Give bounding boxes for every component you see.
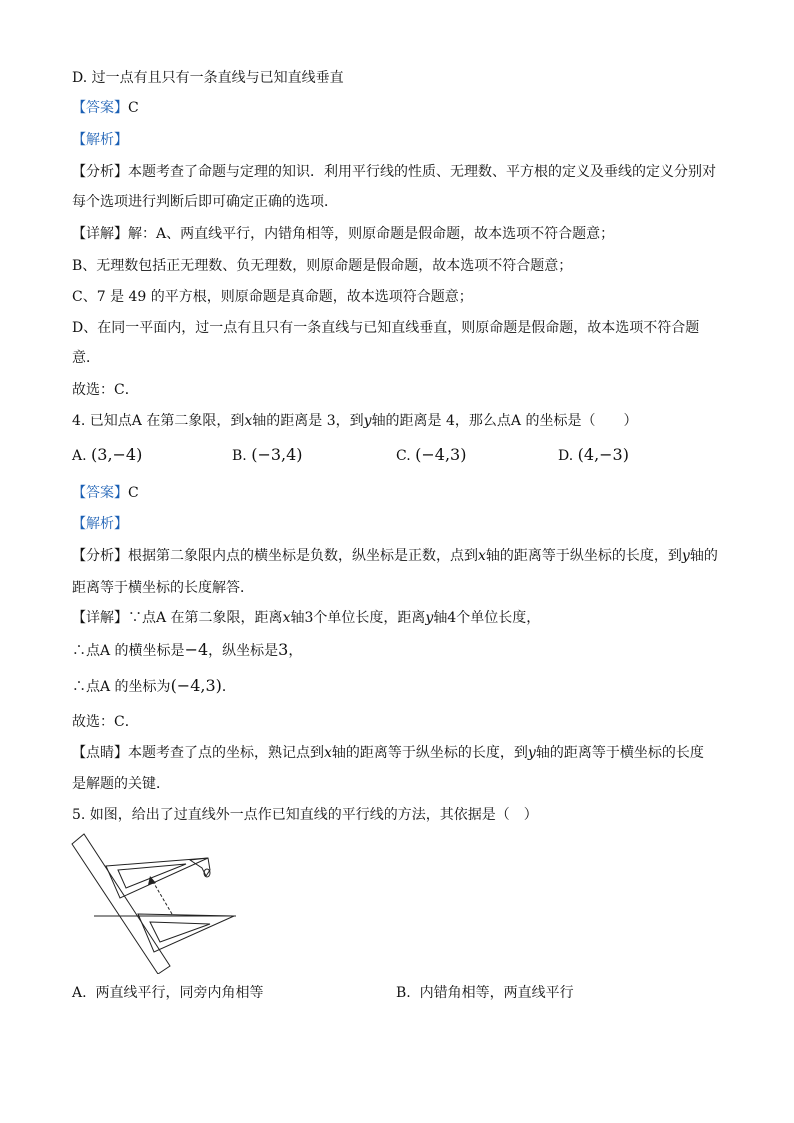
y-var: y (527, 745, 536, 761)
lower-triangle-inner (150, 922, 210, 942)
step-text: ，纵坐标是 (208, 643, 279, 659)
answer-tag: 【答案】 (72, 485, 128, 501)
q4-step3 (72, 676, 236, 697)
q4-option-c (396, 445, 466, 466)
q4-answer (72, 483, 139, 503)
x-var: x (478, 548, 486, 564)
q4-option-b (232, 445, 303, 466)
ruler-shape (72, 834, 170, 974)
q4-xiangjie-line1 (72, 608, 540, 628)
q4-step2 (72, 640, 302, 661)
q3-analysis-tag: 【解析】 (72, 132, 128, 148)
xiangjie-tag: 【详解】 (72, 226, 128, 242)
option-label: C. (396, 448, 411, 464)
xiangjie-text: ∵点A 在第二象限，距离 (128, 610, 283, 626)
xiangjie-text: 轴4个单位长度， (433, 610, 541, 626)
fenxi-tag: 【分析】 (72, 548, 128, 564)
option-label: B. (232, 448, 247, 464)
xiangjie-tag: 【详解】 (72, 610, 128, 626)
q3-xiangjie-line1 (72, 224, 614, 244)
q3-fenxi-line1 (72, 162, 716, 182)
q4-fenxi-line2: 距离等于横坐标的长度解答． (72, 580, 254, 596)
dashed-arrow-line (152, 880, 172, 914)
q3-choose: 故选：C． (72, 382, 139, 398)
option-label: A. (72, 985, 87, 1001)
fenxi-text: 轴的距离等于纵坐标的长度，到 (485, 548, 682, 564)
q3-line-c: C、7 是 49 的平方根，则原命题是真命题，故本选项符合题意； (72, 289, 473, 305)
x-var: x (324, 745, 332, 761)
step-value: (−4,3) (170, 676, 222, 695)
q3-answer (72, 98, 139, 118)
dianjing-text: 本题考查了点的坐标，熟记点到 (128, 745, 324, 761)
option-value: (−3,4) (251, 445, 303, 464)
step-text: ． (221, 679, 236, 695)
option-label: A. (72, 448, 87, 464)
xiangjie-text: 解：A、两直线平行，内错角相等，则原命题是假命题，故本选项不符合题意； (128, 226, 615, 242)
q3-option-d: D. 过一点有且只有一条直线与已知直线垂直 (72, 70, 344, 86)
fenxi-text: 轴的 (689, 548, 718, 564)
dianjing-text: 轴的距离等于纵坐标的长度，到 (331, 745, 528, 761)
xiangjie-text: 轴3个单位长度，距离 (290, 610, 426, 626)
ruler-triangle-figure (70, 832, 245, 974)
answer-tag: 【答案】 (72, 100, 128, 116)
q5-stem: 5. 如图，给出了过直线外一点作已知直线的平行线的方法，其依据是（ ） (72, 807, 538, 823)
q4-option-d (558, 445, 629, 466)
q4-analysis-tag: 【解析】 (72, 516, 128, 532)
step-value: 3 (278, 640, 289, 659)
option-label: B. (396, 985, 411, 1001)
y-var: y (681, 548, 690, 564)
y-var: y (363, 413, 372, 429)
q5-option-a (72, 983, 263, 1003)
stem-part: 轴的距离是 3，到 (252, 413, 364, 429)
q5-option-b (396, 983, 574, 1003)
q4-stem (72, 411, 637, 431)
q4-option-a (72, 445, 142, 466)
q4-choose: 故选：C． (72, 714, 139, 730)
fenxi-text: 本题考查了命题与定理的知识．利用平行线的性质、无理数、平方根的定义及垂线的定义分别对 (128, 164, 716, 180)
q4-dianjing-line2: 是解题的关键． (72, 776, 170, 792)
fenxi-tag: 【分析】 (72, 164, 128, 180)
q4-dianjing-line1 (72, 743, 704, 763)
dianjing-tag: 【点睛】 (72, 745, 128, 761)
option-value: (4,−3) (577, 445, 629, 464)
q4-fenxi-line1 (72, 546, 718, 566)
step-text: ∴点A 的横坐标是 (72, 643, 185, 659)
q3-line-b: B、无理数包括正无理数、负无理数，则原命题是假命题，故本选项不符合题意； (72, 258, 573, 274)
stem-part: 4. 已知点A 在第二象限，到 (72, 413, 245, 429)
fenxi-text: 根据第二象限内点的横坐标是负数，纵坐标是正数，点到 (128, 548, 478, 564)
q3-line-d2: 意． (72, 350, 100, 366)
x-var: x (244, 413, 253, 429)
option-text: 两直线平行，同旁内角相等 (95, 985, 264, 1001)
upper-triangle-inner (118, 864, 186, 888)
step-text: ∴点A 的坐标为 (72, 679, 171, 695)
option-value: (3,−4) (91, 445, 143, 464)
q3-line-d1: D、在同一平面内，过一点有且只有一条直线与已知直线垂直，则原命题是假命题，故本选项不符合题 (72, 320, 700, 336)
option-value: (−4,3) (415, 445, 467, 464)
x-var: x (282, 610, 291, 626)
option-label: D. (558, 448, 574, 464)
stem-part: 轴的距离是 4，那么点A 的坐标是（ ） (371, 413, 638, 429)
dianjing-text: 轴的距离等于横坐标的长度 (535, 745, 704, 761)
q3-fenxi-line2: 每个选项进行判断后即可确定正确的选项． (72, 194, 338, 210)
option-text: 内错角相等，两直线平行 (419, 985, 574, 1001)
step-value: −4 (184, 640, 209, 659)
step-text: ， (288, 643, 303, 659)
pen-shape (190, 858, 210, 876)
y-var: y (425, 610, 434, 626)
answer-value: C (128, 100, 139, 116)
answer-value: C (128, 485, 139, 501)
